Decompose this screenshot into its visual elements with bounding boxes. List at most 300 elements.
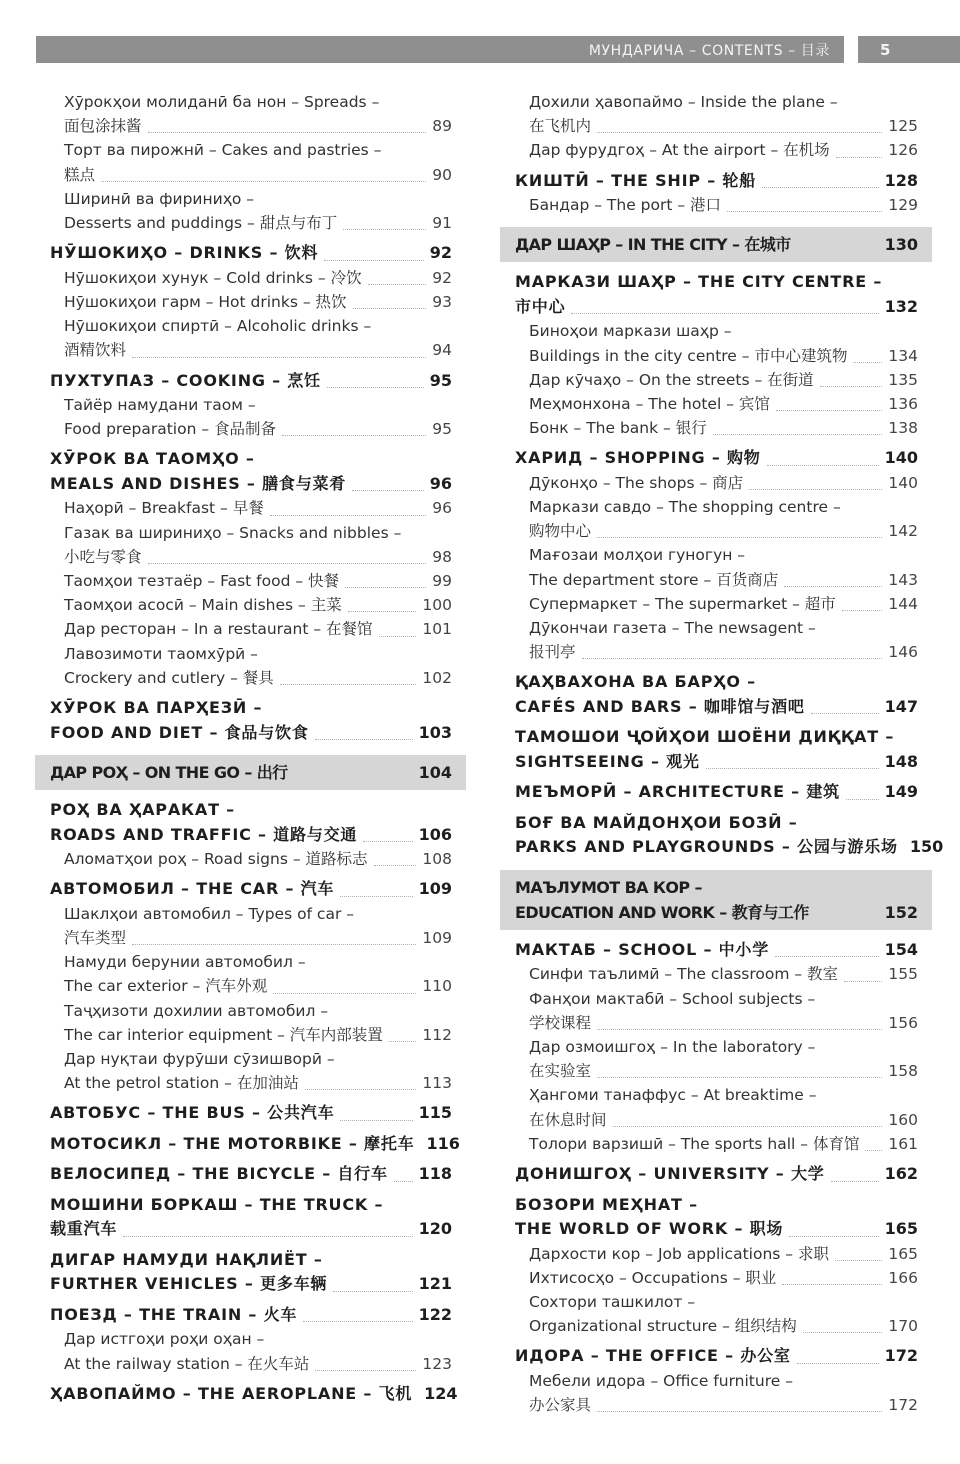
toc-entry-title-line: Лавозимоти таомхӯрӣ –: [64, 644, 258, 663]
toc-page-number: 123: [422, 1354, 452, 1373]
toc-entry-title-line: EDUCATION AND WORK – 教育与工作: [515, 902, 809, 922]
toc-entry-title-line: ХӮРОК ВА ПАРҲЕЗӢ –: [50, 698, 263, 718]
toc-subentry[interactable]: [515, 90, 918, 138]
dotted-leader: [571, 312, 878, 314]
toc-chapter[interactable]: [500, 227, 932, 262]
toc-page-number: 126: [888, 141, 918, 160]
dotted-leader: [280, 683, 417, 685]
dotted-leader: [132, 943, 416, 945]
dotted-leader: [842, 609, 883, 611]
toc-subentry[interactable]: [515, 987, 918, 1035]
toc-page-number: 89: [432, 117, 452, 136]
dotted-leader: [789, 1235, 878, 1237]
toc-page-number: 125: [888, 117, 918, 136]
toc-entry-title-line: The car exterior – 汽车外观: [64, 977, 268, 996]
toc-entry-title-line: ДОНИШГОҲ – UNIVERSITY – 大学: [515, 1164, 825, 1184]
toc-entry-title-line: РОҲ ВА ҲАРАКАТ –: [50, 800, 235, 820]
toc-page-number: 94: [432, 341, 452, 360]
toc-subentry[interactable]: [50, 617, 452, 641]
toc-entry-title-line: Дар ресторан – In a restaurant – 在餐馆: [64, 620, 373, 639]
toc-page-number: 138: [888, 419, 918, 438]
toc-page-number: 144: [888, 594, 918, 613]
toc-subentry[interactable]: [50, 290, 452, 314]
toc-entry-title-line: Дархости кор – Job applications – 求职: [529, 1244, 829, 1263]
toc-entry-title-line: FURTHER VEHICLES – 更多车辆: [50, 1274, 328, 1294]
toc-entry-title-line: Хӯрокҳои молиданӣ ба нон – Spreads –: [64, 93, 380, 111]
toc-subentry[interactable]: [515, 495, 918, 543]
toc-entry-title-line: НӮШОКИҲО – DRINKS – 饮料: [50, 243, 319, 263]
toc-page-number: 154: [884, 939, 918, 959]
toc-page-number: 113: [422, 1074, 452, 1093]
toc-page-number: 135: [888, 370, 918, 389]
toc-subentry[interactable]: [515, 616, 918, 664]
toc-entry-title-line: Сохтори ташкилот –: [529, 1292, 696, 1311]
toc-entry-title-line: ХАРИД – SHOPPING – 购物: [515, 448, 761, 468]
dotted-leader: [340, 1119, 412, 1121]
toc-subentry[interactable]: [515, 592, 918, 616]
toc-subentry[interactable]: [515, 193, 918, 217]
toc-page-number: 149: [884, 782, 918, 802]
dotted-leader: [353, 307, 426, 309]
toc-section[interactable]: [50, 241, 452, 266]
toc-subentry[interactable]: [515, 368, 918, 392]
toc-subentry[interactable]: [50, 187, 452, 235]
page-number-box: [858, 36, 960, 63]
toc-page-number: 109: [422, 928, 452, 947]
toc-page-number: 129: [888, 196, 918, 215]
toc-entry-title-line: МАЪЛУМОТ ВА КОР –: [515, 877, 702, 897]
toc-entry-title-line: Desserts and puddings – 甜点与布丁: [64, 214, 338, 233]
toc-section[interactable]: [50, 1303, 452, 1328]
dotted-leader: [613, 1125, 883, 1127]
toc-entry-title-line: Таомҳои асосӣ – Main dishes – 主菜: [64, 596, 342, 615]
toc-page-number: 130: [884, 235, 918, 255]
toc-entry-title-line: ПУХТУПАЗ – COOKING – 烹饪: [50, 370, 321, 390]
toc-entry-title-line: Food preparation – 食品制备: [64, 420, 277, 439]
toc-entry-title-line: Наҳорӣ – Breakfast – 早餐: [64, 499, 264, 518]
dotted-leader: [303, 1320, 412, 1322]
dotted-leader: [597, 1076, 882, 1078]
toc-entry-title-line: Дар истгоҳи роҳи оҳан –: [64, 1330, 265, 1349]
toc-subentry[interactable]: [50, 902, 452, 950]
toc-entry-title-line: The car interior equipment – 汽车内部装置: [64, 1025, 383, 1044]
toc-subentry[interactable]: [515, 1132, 918, 1156]
toc-page-number: 161: [888, 1134, 918, 1153]
toc-page-number: 91: [432, 214, 452, 233]
toc-chapter[interactable]: [35, 755, 466, 790]
dotted-leader: [348, 610, 417, 612]
toc-page-number: 158: [888, 1062, 918, 1081]
toc-entry-title-line: Мағозаи молҳои гуногун –: [529, 546, 746, 565]
toc-section[interactable]: [515, 169, 918, 194]
toc-subentry[interactable]: [50, 314, 452, 362]
toc-entry-title-line: Дар озмоишгоҳ – In the laboratory –: [529, 1038, 816, 1057]
dotted-leader: [706, 767, 879, 769]
dotted-leader: [101, 180, 426, 182]
dotted-leader: [363, 840, 412, 842]
dotted-leader: [597, 1410, 882, 1412]
toc-entry-title-line: Торт ва пирожнӣ – Cakes and pastries –: [64, 141, 382, 160]
dotted-leader: [820, 385, 883, 387]
toc-subentry[interactable]: [50, 496, 452, 520]
toc-subentry[interactable]: [50, 642, 452, 690]
toc-left-column: [50, 90, 460, 1406]
toc-page-number: 132: [884, 296, 918, 316]
toc-page-number: 110: [422, 977, 452, 996]
toc-page-number: 92: [429, 243, 452, 263]
toc-entry-title-line: 小吃与零食: [64, 547, 142, 566]
toc-entry-title-line: Маркази савдо – The shopping centre –: [529, 498, 841, 517]
toc-entry-title-line: Дар нуқтаи фурӯши сӯзишворӣ –: [64, 1049, 335, 1068]
toc-subentry[interactable]: [50, 1327, 452, 1375]
dotted-leader: [343, 228, 426, 230]
toc-section[interactable]: [50, 1162, 452, 1187]
dotted-leader: [727, 210, 882, 212]
dotted-leader: [294, 779, 413, 780]
toc-section[interactable]: [515, 938, 918, 963]
toc-section[interactable]: [515, 725, 918, 774]
toc-subentry[interactable]: [50, 569, 452, 593]
dotted-leader: [389, 1040, 417, 1042]
toc-page-number: 124: [424, 1383, 458, 1403]
toc-entry-title-line: Нӯшокиҳои спиртӣ – Alcoholic drinks –: [64, 317, 372, 336]
toc-entry-title-line: Фанҳои мактабӣ – School subjects –: [529, 989, 816, 1008]
toc-entry-title-line: At the petrol station – 在加油站: [64, 1074, 299, 1093]
dotted-leader: [836, 156, 883, 158]
toc-entry-title-line: 面包涂抹酱: [64, 117, 142, 136]
toc-section[interactable]: [50, 369, 452, 394]
toc-entry-title-line: At the railway station – 在火车站: [64, 1354, 310, 1373]
toc-page-number: 136: [888, 394, 918, 413]
toc-entry-title-line: Биноҳои маркази шаҳр –: [529, 322, 732, 341]
toc-entry-title-line: ИДОРА – THE OFFICE – 办公室: [515, 1346, 791, 1366]
page-number: 5: [880, 40, 891, 59]
toc-entry-title-line: ВЕЛОСИПЕД – THE BICYCLE – 自行车: [50, 1164, 388, 1184]
dotted-leader: [374, 864, 417, 866]
toc-page-number: 96: [429, 473, 452, 493]
toc-entry-title-line: МЕЪМОРӢ – ARCHITECTURE – 建筑: [515, 782, 840, 802]
toc-page-number: 104: [418, 763, 452, 783]
toc-subentry[interactable]: [50, 999, 452, 1047]
toc-section[interactable]: [515, 270, 918, 319]
dotted-leader: [775, 955, 879, 957]
toc-subentry[interactable]: [50, 266, 452, 290]
toc-entry-title-line: Бандар – The port – 港口: [529, 196, 722, 215]
dotted-leader: [394, 1180, 413, 1182]
toc-entry-title-line: ТАМОШОИ ҶОЙҲОИ ШОЁНИ ДИҚҚАТ –: [515, 727, 895, 747]
toc-page-number: 148: [884, 751, 918, 771]
toc-page-number: 165: [884, 1219, 918, 1239]
toc-entry-title-line: 购物中心: [529, 522, 592, 541]
dotted-leader: [776, 409, 883, 411]
toc-section[interactable]: [50, 877, 452, 902]
toc-page-number: 99: [432, 572, 452, 591]
toc-entry-title-line: Толори варзишӣ – The sports hall – 体育馆: [529, 1134, 860, 1153]
dotted-leader: [803, 1331, 883, 1333]
toc-subentry[interactable]: [515, 962, 918, 986]
toc-page-number: 172: [888, 1396, 918, 1415]
toc-right-column: [515, 90, 944, 1417]
toc-entry-title-line: ХӮРОК ВА ТАОМҲО –: [50, 449, 255, 469]
toc-page-number: 95: [429, 370, 452, 390]
dotted-leader: [148, 131, 426, 133]
toc-page-number: 140: [884, 448, 918, 468]
toc-entry-title-line: МАРКАЗИ ШАҲР – THE CITY CENTRE –: [515, 272, 883, 292]
toc-subentry[interactable]: [515, 1242, 918, 1266]
toc-entry-title-line: БОЗОРИ МЕҲНАТ –: [515, 1194, 698, 1214]
toc-subentry[interactable]: [515, 1266, 918, 1290]
dotted-leader: [148, 562, 426, 564]
toc-entry-title-line: Buildings in the city centre – 市中心建筑物: [529, 346, 848, 365]
toc-page-number: 142: [888, 522, 918, 541]
dotted-leader: [597, 536, 882, 538]
toc-page-number: 143: [888, 570, 918, 589]
toc-entry-title-line: МОШИНИ БОРКАШ – THE TRUCK –: [50, 1194, 384, 1214]
toc-page-number: 96: [432, 499, 452, 518]
toc-subentry[interactable]: [515, 416, 918, 440]
dotted-leader: [305, 1088, 417, 1090]
toc-page-number: 128: [884, 170, 918, 190]
dotted-leader: [368, 283, 426, 285]
toc-entry-title-line: 在飞机内: [529, 117, 592, 136]
toc-page-number: 146: [888, 643, 918, 662]
toc-subentry[interactable]: [515, 471, 918, 495]
toc-page-number: 166: [888, 1268, 918, 1287]
toc-page-number: 112: [422, 1025, 452, 1044]
toc-entry-title-line: Дар фурудгоҳ – At the airport – 在机场: [529, 141, 830, 160]
toc-entry-title-line: МАКТАБ – SCHOOL – 中小学: [515, 939, 770, 959]
dotted-leader: [340, 895, 412, 897]
dotted-leader: [865, 1149, 882, 1151]
toc-subentry[interactable]: [50, 138, 452, 186]
toc-subentry[interactable]: [515, 1290, 918, 1338]
toc-page-number: 93: [432, 292, 452, 311]
toc-entry-title-line: БОҒ ВА МАЙДОНҲОИ БОЗӢ –: [515, 812, 798, 832]
toc-page-number: 172: [884, 1346, 918, 1366]
toc-entry-title-line: Аломатҳои роҳ – Road signs – 道路标志: [64, 850, 368, 869]
toc-page-number: 90: [432, 165, 452, 184]
toc-page-number: 95: [432, 420, 452, 439]
toc-page-number: 108: [422, 850, 452, 869]
toc-entry-title-line: PARKS AND PLAYGROUNDS – 公园与游乐场: [515, 837, 898, 857]
dotted-leader: [132, 356, 426, 358]
dotted-leader: [846, 798, 879, 800]
toc-entry-title-line: Намуди берунии автомобил –: [64, 953, 306, 972]
dotted-leader: [784, 585, 882, 587]
toc-page-number: 156: [888, 1013, 918, 1032]
toc-page-number: 102: [422, 668, 452, 687]
dotted-leader: [333, 1290, 412, 1292]
dotted-leader: [270, 514, 426, 516]
dotted-leader: [782, 1283, 882, 1285]
toc-section[interactable]: [515, 1193, 918, 1242]
toc-subentry[interactable]: [515, 138, 918, 162]
toc-entry-title-line: Дӯконҳо – The shops – 商店: [529, 473, 744, 492]
toc-page-number: 140: [888, 473, 918, 492]
toc-page-number: 162: [884, 1164, 918, 1184]
toc-subentry[interactable]: [50, 521, 452, 569]
dotted-leader: [853, 361, 882, 363]
toc-section[interactable]: [515, 811, 944, 860]
toc-entry-title-line: Дар кӯчаҳо – On the streets – 在街道: [529, 370, 814, 389]
toc-entry-title-line: 汽车类型: [64, 928, 127, 947]
toc-chapter[interactable]: [500, 870, 932, 930]
toc-entry-title-line: Ҳангоми танаффус – At breaktime –: [529, 1086, 817, 1105]
dotted-leader: [811, 712, 879, 714]
toc-page-number: 106: [418, 824, 452, 844]
toc-subentry[interactable]: [515, 1083, 918, 1131]
dotted-leader: [749, 488, 882, 490]
toc-section[interactable]: [515, 1344, 918, 1369]
toc-page-number: 147: [884, 696, 918, 716]
dotted-leader: [597, 1028, 882, 1030]
toc-entry-title-line: 学校课程: [529, 1013, 592, 1032]
dotted-leader: [379, 635, 417, 637]
dotted-leader: [831, 1180, 879, 1182]
toc-entry-title-line: Супермаркет – The supermarket – 超市: [529, 594, 836, 613]
toc-section[interactable]: [50, 1248, 452, 1297]
toc-entry-title-line: 在休息时间: [529, 1110, 607, 1129]
toc-entry-title-line: ДАР ШАҲР – IN THE CITY – 在城市: [515, 235, 791, 255]
toc-entry-title-line: ҲАВОПАЙМО – THE AEROPLANE – 飞机: [50, 1383, 413, 1403]
toc-entry-title-line: Нӯшокиҳои хунук – Cold drinks – 冷饮: [64, 268, 362, 287]
toc-entry-title-line: Ихтисосҳо – Occupations – 职业: [529, 1268, 777, 1287]
toc-entry-title-line: 市中心: [515, 296, 566, 316]
contents-header-bar: [36, 36, 844, 63]
toc-entry-title-line: 载重汽车: [50, 1219, 118, 1239]
toc-entry-title-line: ҚАҲВАХОНА ВА БАРҲО –: [515, 672, 756, 692]
toc-section[interactable]: [50, 798, 452, 847]
toc-entry-title-line: Таомҳои тезтаёр – Fast food – 快餐: [64, 572, 340, 591]
toc-entry-title-line: 酒精饮料: [64, 341, 127, 360]
toc-section[interactable]: [50, 1101, 452, 1126]
toc-entry-title-line: Дохили ҳавопаймо – Inside the plane –: [529, 93, 838, 111]
toc-entry-title-line: 报刊亭: [529, 643, 576, 662]
toc-subentry[interactable]: [50, 90, 452, 138]
toc-entry-title-line: Organizational structure – 组织结构: [529, 1317, 797, 1336]
toc-section[interactable]: [50, 1382, 458, 1407]
toc-entry-title-line: 糕点: [64, 165, 96, 184]
toc-subentry[interactable]: [515, 1035, 918, 1083]
toc-section[interactable]: [50, 696, 452, 745]
toc-entry-title-line: АВТОМОБИЛ – THE CAR – 汽车: [50, 879, 335, 899]
toc-page-number: 109: [418, 879, 452, 899]
toc-entry-title-line: Синфи таълимӣ – The classroom – 教室: [529, 965, 839, 984]
dotted-leader: [815, 919, 879, 920]
toc-page-number: 98: [432, 547, 452, 566]
dotted-leader: [345, 586, 426, 588]
toc-entry-title-line: 办公家具: [529, 1396, 592, 1415]
dotted-leader: [352, 489, 424, 491]
toc-entry-title-line: SIGHTSEEING – 观光: [515, 751, 700, 771]
toc-entry-title-line: MEALS AND DISHES – 膳食与菜肴: [50, 473, 347, 493]
dotted-leader: [835, 1259, 882, 1261]
toc-section[interactable]: [50, 1193, 452, 1242]
toc-entry-title-line: ПОЕЗД – THE TRAIN – 火车: [50, 1304, 298, 1324]
dotted-leader: [797, 1362, 879, 1364]
toc-page-number: 116: [426, 1133, 460, 1153]
toc-page-number: 152: [884, 902, 918, 922]
dotted-leader: [844, 980, 882, 982]
toc-section[interactable]: [515, 780, 918, 805]
toc-subentry[interactable]: [515, 319, 918, 367]
toc-subentry[interactable]: [50, 950, 452, 998]
toc-subentry[interactable]: [515, 392, 918, 416]
toc-subentry[interactable]: [50, 1047, 452, 1095]
toc-page-number: 92: [432, 268, 452, 287]
toc-entry-title-line: Таҷҳизоти дохилии автомобил –: [64, 1001, 329, 1020]
toc-page-number: 103: [418, 722, 452, 742]
toc-subentry[interactable]: [515, 543, 918, 591]
toc-page-number: 170: [888, 1317, 918, 1336]
contents-title: МУНДАРИЧА – CONTENTS – 目录: [588, 42, 830, 59]
toc-subentry[interactable]: [515, 1369, 918, 1417]
toc-entry-title-line: FOOD AND DIET – 食品与饮食: [50, 722, 309, 742]
toc-subentry[interactable]: [50, 393, 452, 441]
toc-section[interactable]: [515, 1162, 918, 1187]
toc-page-number: 118: [418, 1164, 452, 1184]
toc-page-number: 101: [422, 620, 452, 639]
toc-page-number: 100: [422, 596, 452, 615]
toc-entry-title-line: АВТОБУС – THE BUS – 公共汽车: [50, 1103, 335, 1123]
toc-entry-title-line: ROADS AND TRAFFIC – 道路与交通: [50, 824, 358, 844]
toc-entry-title-line: Бонк – The bank – 银行: [529, 419, 707, 438]
toc-entry-title-line: CAFÉS AND BARS – 咖啡馆与酒吧: [515, 696, 805, 716]
toc-section[interactable]: [515, 670, 918, 719]
toc-entry-title-line: Crockery and cutlery – 餐具: [64, 668, 274, 687]
toc-entry-title-line: Меҳмонхона – The hotel – 宾馆: [529, 394, 770, 413]
toc-entry-title-line: ДИГАР НАМУДИ НАҚЛИЁТ –: [50, 1249, 323, 1269]
toc-section[interactable]: [515, 446, 918, 471]
dotted-leader: [123, 1235, 412, 1237]
toc-entry-title-line: МОТОСИКЛ – THE MOTORBIKE – 摩托车: [50, 1133, 415, 1153]
toc-entry-title-line: Тайёр намудани таом –: [64, 396, 256, 415]
toc-page-number: 150: [909, 837, 944, 857]
toc-entry-title-line: 在实验室: [529, 1062, 592, 1081]
toc-entry-title-line: THE WORLD OF WORK – 职场: [515, 1219, 784, 1239]
dotted-leader: [597, 131, 882, 133]
dotted-leader: [273, 992, 416, 994]
toc-page-number: 155: [888, 965, 918, 984]
dotted-leader: [713, 433, 883, 435]
dotted-leader: [767, 464, 879, 466]
dotted-leader: [315, 738, 413, 740]
dotted-leader: [327, 386, 424, 388]
toc-page-number: 122: [418, 1304, 452, 1324]
dotted-leader: [762, 186, 879, 188]
toc-entry-title-line: Шаклҳои автомобил – Types of car –: [64, 904, 355, 923]
toc-entry-title-line: ДАР РОҲ – ON THE GO – 出行: [50, 763, 288, 783]
toc-section[interactable]: [50, 447, 452, 496]
dotted-leader: [282, 434, 426, 436]
toc-subentry[interactable]: [50, 847, 452, 871]
toc-entry-title-line: Газак ва шириниҳо – Snacks and nibbles –: [64, 523, 402, 542]
toc-page-number: 120: [418, 1219, 452, 1239]
toc-entry-title-line: Нӯшокиҳои гарм – Hot drinks – 热饮: [64, 292, 347, 311]
toc-entry-title-line: The department store – 百货商店: [529, 570, 779, 589]
dotted-leader: [315, 1369, 416, 1371]
toc-page-number: 115: [418, 1103, 452, 1123]
dotted-leader: [582, 657, 883, 659]
toc-entry-title-line: Мебели идора – Office furniture –: [529, 1371, 793, 1390]
toc-entry-title-line: КИШТӢ – THE SHIP – 轮船: [515, 170, 757, 190]
toc-page-number: 121: [418, 1274, 452, 1294]
toc-page-number: 165: [888, 1244, 918, 1263]
toc-section[interactable]: [50, 1132, 460, 1157]
toc-subentry[interactable]: [50, 593, 452, 617]
dotted-leader: [797, 251, 879, 252]
toc-entry-title-line: Ширинӣ ва фириниҳо –: [64, 189, 255, 208]
